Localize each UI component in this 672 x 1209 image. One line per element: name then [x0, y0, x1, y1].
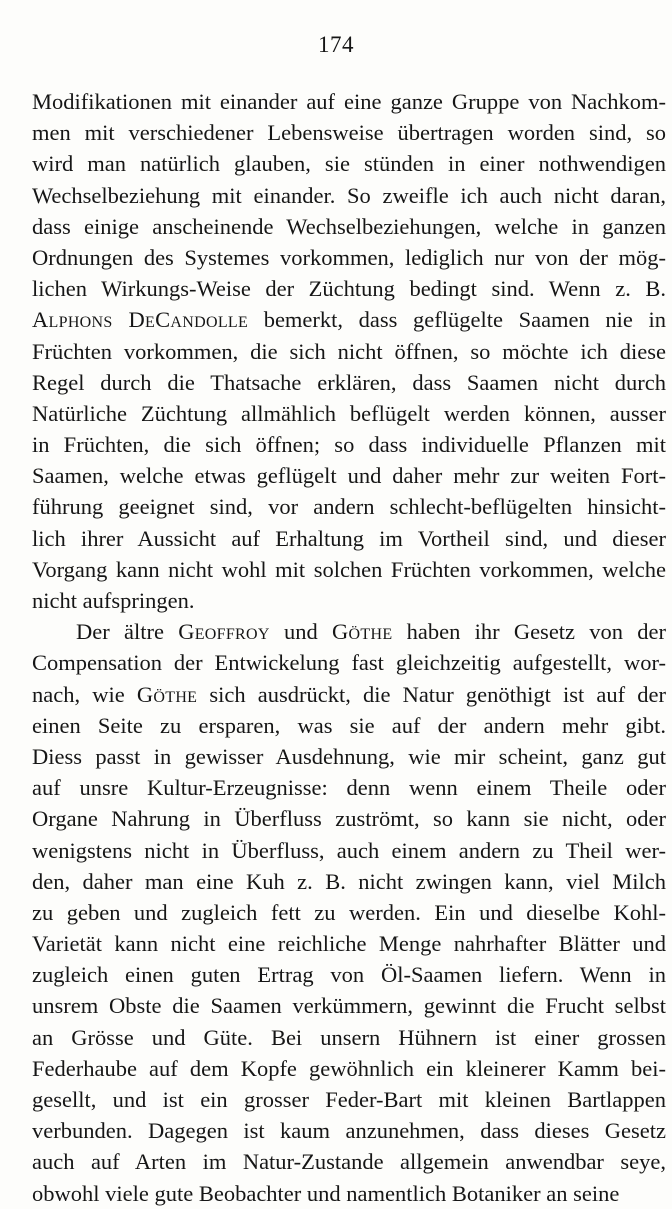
text-line: [32, 710, 666, 741]
text-line: [32, 741, 666, 772]
text-line: [32, 803, 666, 834]
text-segment: auch auf Arten im Natur-Zustande allgemein anwendbar seye,: [32, 1149, 666, 1175]
author-name: Alphons DeCandolle: [32, 307, 249, 333]
text-segment: nach, wie: [32, 681, 137, 707]
text-segment: führung geeignet sind, vor andern schlecht-beflügelten hinsicht-: [32, 494, 666, 520]
text-line: [32, 679, 666, 710]
text-line: [32, 336, 666, 367]
text-line: [32, 1022, 666, 1053]
text-segment: haben ihr Gesetz von der: [392, 619, 666, 645]
text-segment: Modifikationen mit einander auf eine ganze Gruppe von Nachkom-: [32, 89, 666, 114]
text-segment: verbunden. Dagegen ist kaum anzunehmen, dass dieses Gesetz: [32, 1118, 666, 1144]
text-line: [32, 117, 666, 148]
text-line: [32, 304, 666, 335]
text-segment: Ordnungen des Systemes vorkommen, lediglich nur von der mög-: [32, 244, 666, 270]
text-segment: wird man natürlich glauben, sie stünden in einer nothwendigen: [32, 151, 666, 177]
text-line: [32, 647, 666, 678]
text-line: [32, 1178, 666, 1209]
text-segment: bemerkt, dass geflügelte Saamen nie in: [248, 307, 666, 333]
text-line: [32, 398, 666, 429]
text-line: [32, 211, 666, 242]
text-line: [32, 1084, 666, 1115]
text-line: [32, 1146, 666, 1177]
paragraph: [32, 616, 666, 1209]
text-segment: an Grösse und Güte. Bei unsern Hühnern ist einer grossen: [32, 1024, 666, 1050]
text-line: [32, 273, 666, 304]
text-line: [32, 835, 666, 866]
text-segment: auf unsre Kultur-Erzeugnisse: denn wenn einem Theile oder: [32, 775, 666, 801]
text-segment: gesellt, und ist ein grosser Feder-Bart mit kleinen Bartlappen: [32, 1087, 666, 1112]
text-segment: dass einige anscheinende Wechselbeziehungen, welche in ganzen: [32, 213, 666, 239]
text-line: [32, 460, 666, 491]
text-segment: sich ausdrückt, die Natur genöthigt ist auf der: [197, 681, 666, 707]
text-line: [32, 180, 666, 211]
text-segment: Saamen, welche etwas geflügelt und daher mehr zur weiten Fort-: [32, 463, 666, 489]
text-segment: Regel durch die Thatsache erklären, dass Saamen nicht durch: [32, 369, 666, 395]
text-segment: und: [269, 619, 332, 645]
text-segment: obwohl viele gute Beobachter und namentlich Botaniker an seine: [32, 1180, 620, 1206]
body-text: [32, 86, 666, 1209]
page-number: 174: [318, 32, 354, 57]
text-segment: in Früchten, die sich öffnen; so dass individuelle Pflanzen mit: [32, 432, 666, 458]
text-segment: zugleich einen guten Ertrag von Öl-Saamen liefern. Wenn in: [32, 962, 666, 988]
text-segment: Federhaube auf dem Kopfe gewöhnlich ein kleinerer Kamm bei-: [32, 1055, 666, 1081]
text-segment: Natürliche Züchtung allmählich beflügelt werden können, ausser: [32, 400, 666, 426]
author-name: Göthe: [136, 681, 198, 707]
text-segment: Compensation der Entwickelung fast gleichzeitig aufgestellt, wor-: [32, 650, 666, 676]
text-line: [32, 491, 666, 522]
author-name: Geoffroy: [178, 619, 270, 645]
text-line: [32, 585, 666, 616]
text-line: [32, 990, 666, 1021]
text-segment: nicht aufspringen.: [32, 588, 195, 613]
text-line: [32, 959, 666, 990]
text-segment: Der ältre: [76, 619, 179, 645]
text-segment: wenigstens nicht in Überfluss, auch einem andern zu Theil wer-: [32, 837, 666, 863]
author-name: Göthe: [331, 619, 393, 645]
text-line: [32, 772, 666, 803]
text-segment: men mit verschiedener Lebensweise übertragen worden sind, so: [32, 120, 666, 146]
text-segment: Organe Nahrung in Überfluss zuströmt, so kann sie nicht, oder: [32, 806, 666, 832]
text-segment: einen Seite zu ersparen, was sie auf der andern mehr gibt.: [32, 712, 666, 738]
text-line: [32, 616, 666, 647]
text-line: [32, 928, 666, 959]
text-line: [32, 242, 666, 273]
text-segment: unsrem Obste die Saamen verkümmern, gewinnt die Frucht selbst: [32, 993, 666, 1019]
text-segment: lich ihrer Aussicht auf Erhaltung im Vortheil sind, und dieser: [32, 525, 666, 551]
text-segment: Diess passt in gewisser Ausdehnung, wie mir scheint, ganz gut: [32, 743, 666, 769]
text-segment: lichen Wirkungs-Weise der Züchtung bedingt sind. Wenn z. B.: [32, 276, 666, 302]
text-line: [32, 523, 666, 554]
text-line: [32, 86, 666, 117]
text-segment: Wechselbeziehung mit einander. So zweifle ich auch nicht daran,: [32, 182, 666, 208]
text-line: [32, 554, 666, 585]
text-line: [32, 1053, 666, 1084]
text-segment: den, daher man eine Kuh z. B. nicht zwingen kann, viel Milch: [32, 868, 666, 894]
text-line: [32, 897, 666, 928]
text-line: [32, 866, 666, 897]
text-line: [32, 148, 666, 179]
text-segment: Früchten vorkommen, die sich nicht öffnen, so möchte ich diese: [32, 338, 666, 364]
text-segment: Vorgang kann nicht wohl mit solchen Früchten vorkommen, welche: [32, 556, 666, 582]
text-line: [32, 367, 666, 398]
text-line: [32, 1115, 666, 1146]
text-line: [32, 429, 666, 460]
paragraph: [32, 86, 666, 616]
text-segment: Varietät kann nicht eine reichliche Menge nahrhafter Blätter und: [32, 931, 666, 957]
text-segment: zu geben und zugleich fett zu werden. Ein und dieselbe Kohl-: [32, 899, 666, 925]
